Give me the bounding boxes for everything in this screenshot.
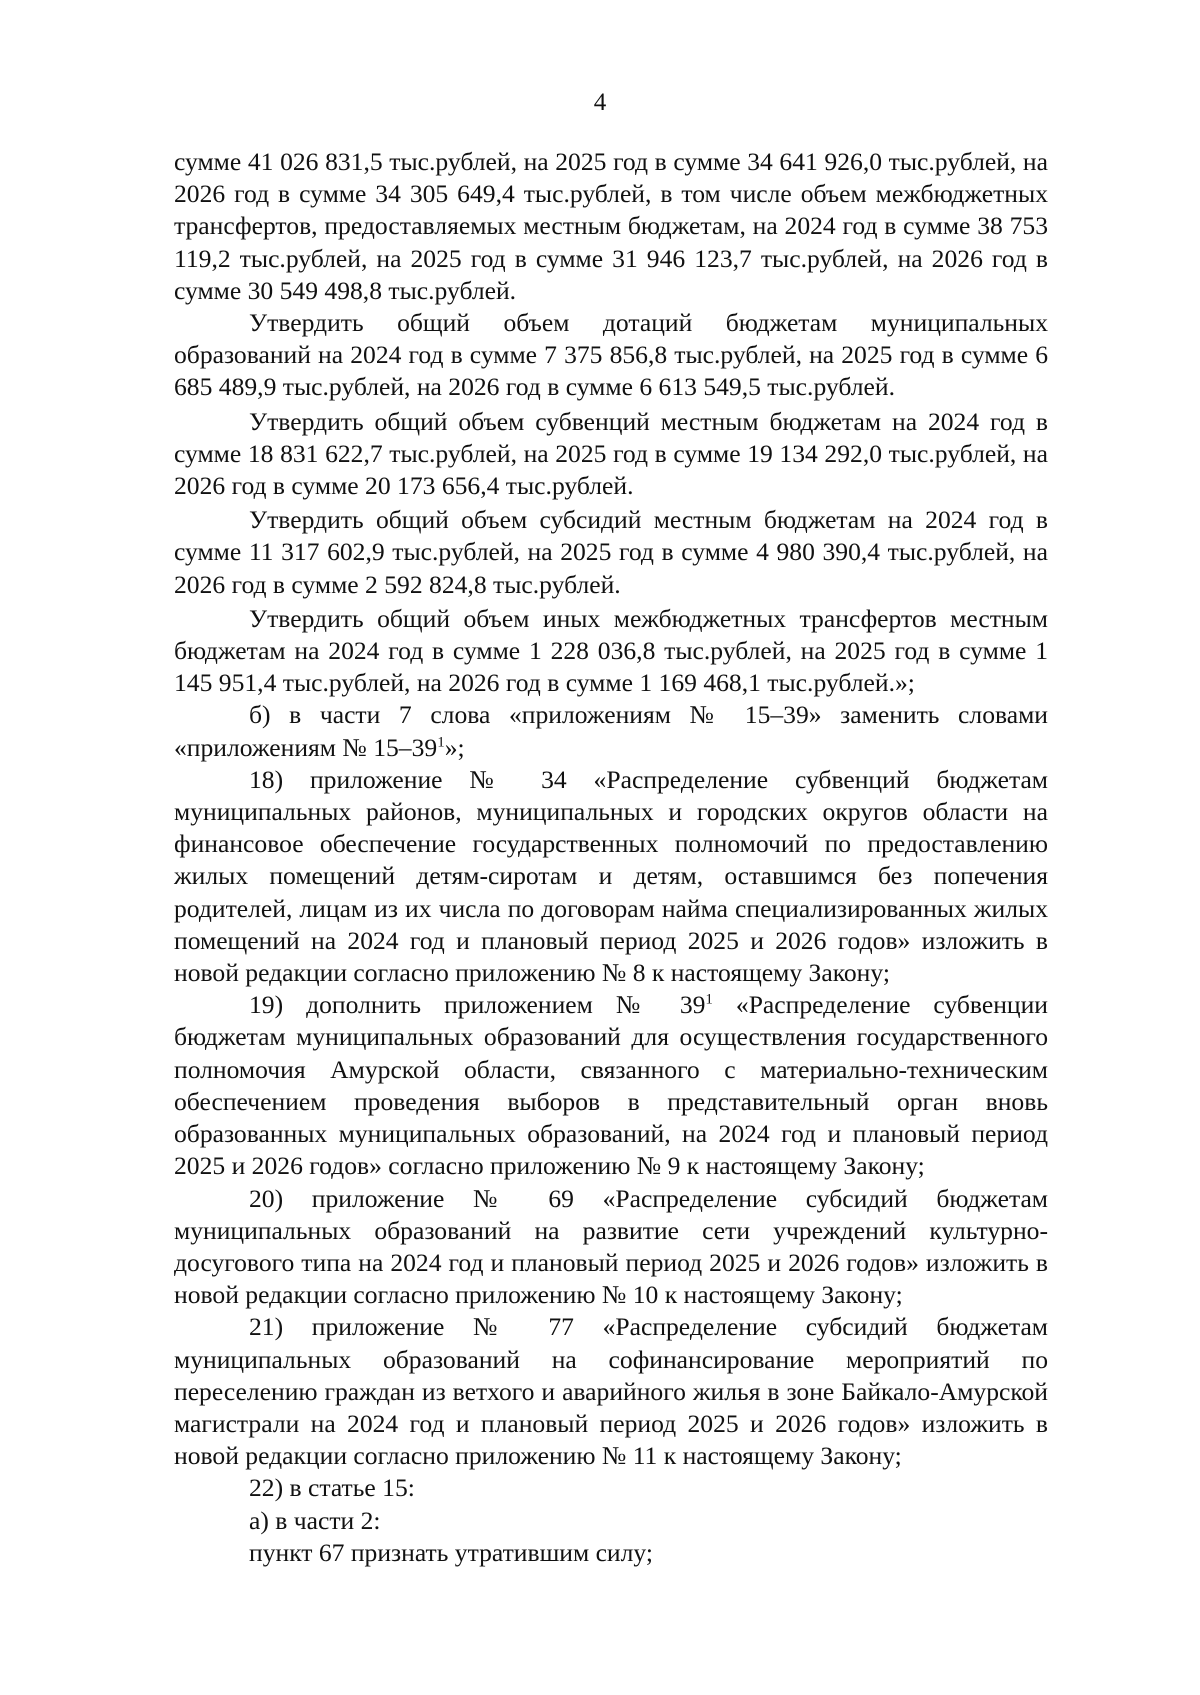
- paragraph-budget-totals: сумме 41 026 831,5 тыс.рублей, на 2025 год в сумме 34 641 926,0 тыс.рублей, на 2026 год в сумме 34 305 649,4 тыс.рублей, в том числе объем межбюджетных трансфертов, предоставляемых местным бюджетам, на 2024 год в сумме 38 753 119,2 тыс.рублей, на 2025 год в сумме 31 946 123,7 тыс.рублей, на 2026 год в сумме 30 549 498,8 тыс.рублей.: [174, 147, 1048, 305]
- paragraph-item-19-text: 19) дополнить приложением № 39: [249, 990, 706, 1020]
- paragraph-other-transfers: Утвердить общий объем иных межбюджетных трансфертов местным бюджетам на 2024 год в сумме 1 228 036,8 тыс.рублей, на 2025 год в сумме 1 145 951,4 тыс.рублей, на 2026 год в сумме 1 169 468,1 тыс.рублей.»;: [174, 603, 1048, 698]
- paragraph-subsidies-dotations: Утвердить общий объем дотаций бюджетам муниципальных образований на 2024 год в сумме 7 375 856,8 тыс.рублей, на 2025 год в сумме 6 685 489,9 тыс.рублей, на 2026 год в сумме 6 613 549,5 тыс.рублей.: [174, 308, 1048, 402]
- paragraph-item-b-tail: »;: [444, 732, 465, 762]
- paragraph-item-a: а) в части 2:: [249, 1505, 381, 1535]
- paragraph-item-67: пункт 67 признать утратившим силу;: [249, 1537, 653, 1567]
- paragraph-item-20: 20) приложение № 69 «Распределение субсидий бюджетам муниципальных образований на развитие сети учреждений культурно-досугового типа на 2024 год и плановый период 2025 и 2026 годов» изложить в новой редакции согласно приложению № 10 к настоящему Закону;: [174, 1183, 1048, 1310]
- paragraph-item-b-text: б) в части 7 слова «приложениям № 15–39» заменить словами «приложениям № 15–39: [174, 700, 1048, 762]
- paragraph-item-19: [174, 989, 1048, 1182]
- page-number: 4: [593, 89, 607, 116]
- paragraph-item-19-tail: «Распределение субвенции бюджетам муниципальных образований для осуществления государственного полномочия Амурской области, связанного с материально-техническим обеспечением проведения выборов в представительный орган вновь образованных муниципальных образований, на 2024 год и плановый период 2025 и 2026 годов» согласно приложению № 9 к настоящему Закону;: [174, 990, 1049, 1181]
- document-body: [174, 146, 1048, 1569]
- superscript: 1: [705, 991, 713, 1008]
- paragraph-item-18: 18) приложение № 34 «Распределение субвенций бюджетам муниципальных районов, муниципальных и городских округов области на финансовое обеспечение государственных полномочий по предоставлению жилых помещений детям-сиротам и детям, оставшимся без попечения родителей, лицам из их числа по договорам найма специализированных жилых помещений на 2024 год и плановый период 2025 и 2026 годов» изложить в новой редакции согласно приложению № 8 к настоящему Закону;: [174, 764, 1048, 988]
- superscript: 1: [437, 734, 445, 751]
- paragraph-subventions: Утвердить общий объем субвенций местным бюджетам на 2024 год в сумме 18 831 622,7 тыс.рублей, на 2025 год в сумме 19 134 292,0 тыс.рублей, на 2026 год в сумме 20 173 656,4 тыс.рублей.: [174, 406, 1048, 501]
- paragraph-item-21: 21) приложение № 77 «Распределение субсидий бюджетам муниципальных образований на софинансирование мероприятий по переселению граждан из ветхого и аварийного жилья в зоне Байкало-Амурской магистрали на 2024 год и плановый период 2025 и 2026 годов» изложить в новой редакции согласно приложению № 11 к настоящему Закону;: [174, 1312, 1048, 1471]
- paragraph-item-b: [174, 699, 1048, 763]
- paragraph-subsidies: Утвердить общий объем субсидий местным бюджетам на 2024 год в сумме 11 317 602,9 тыс.рублей, на 2025 год в сумме 4 980 390,4 тыс.рублей, на 2026 год в сумме 2 592 824,8 тыс.рублей.: [174, 505, 1048, 599]
- paragraph-item-22: 22) в статье 15:: [249, 1473, 415, 1503]
